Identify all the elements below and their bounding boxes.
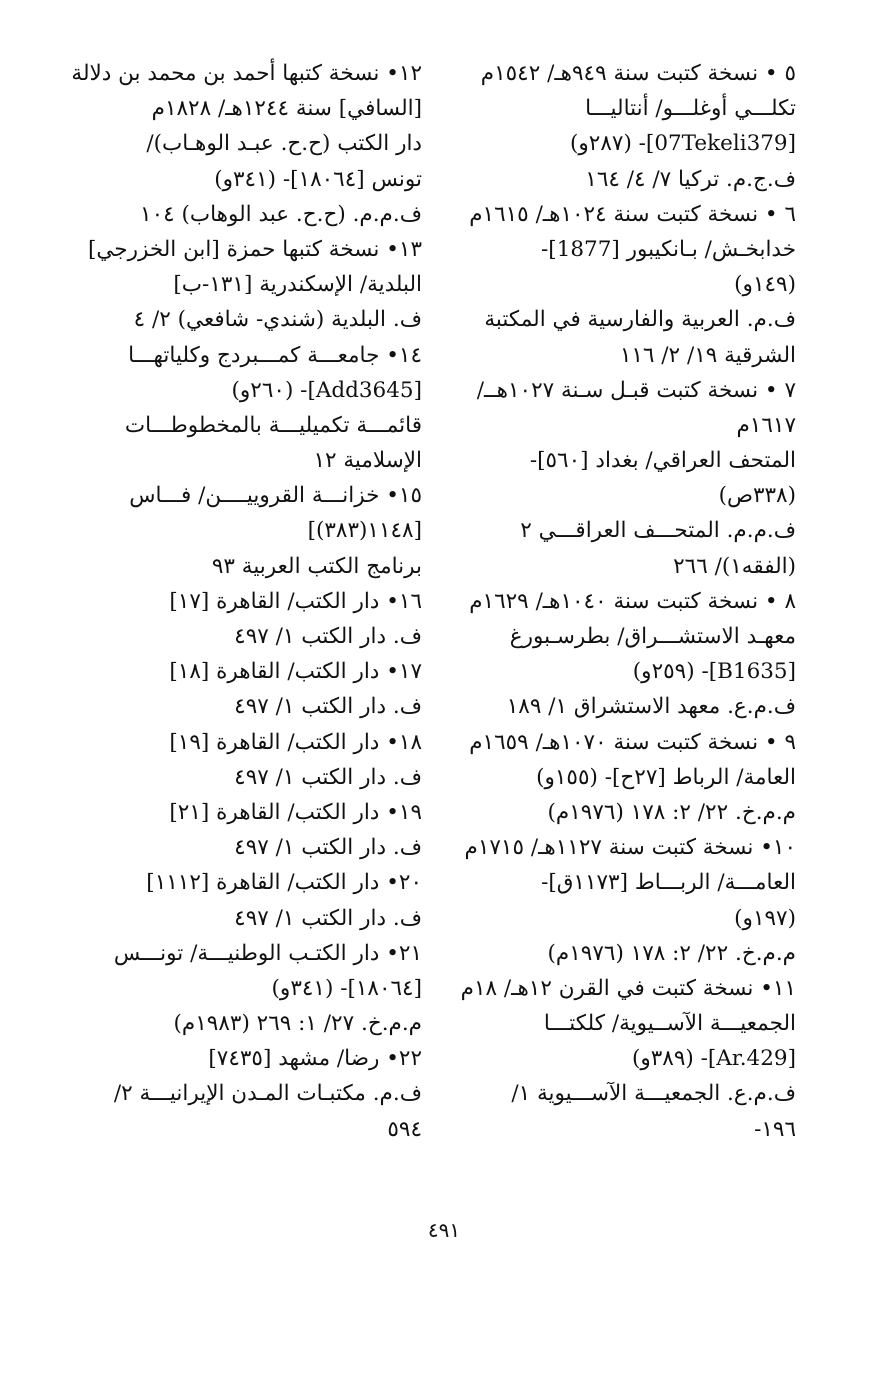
left-column-entry-line: ٢٠• دار الكتب/ القاهرة [١١١٢] — [146, 870, 422, 896]
right-column-continuation-line: معهـد الاستشـــراق/ بطرسـبورغ — [509, 624, 796, 649]
right-column-entry-line: ٥ • نسخة كتبت سنة ٩٤٩هـ/ ١٥٤٢م — [480, 61, 796, 86]
right-column-continuation-line: خدابخـش/ بـانكيبور [1877]- — [541, 236, 796, 262]
left-column-continuation-line: برنامج الكتب العربية ٩٣ — [211, 553, 422, 579]
left-column-entry-line: ١٥• خزانـــة القروييــــن/ فـــاس — [129, 483, 422, 509]
right-column-continuation-line: ١٩٦- — [754, 1116, 796, 1142]
right-column — [460, 56, 796, 1147]
left-column-continuation-line: ٥٩٤ — [387, 1116, 422, 1142]
right-column-continuation-line: ف.م.م. المتحـــف العراقـــي ٢ — [520, 518, 796, 544]
left-column-continuation-line: ف. دار الكتب ١/ ٤٩٧ — [234, 694, 422, 720]
right-column-entry-line: ٨ • نسخة كتبت سنة ١٠٤٠هـ/ ١٦٢٩م — [469, 588, 796, 614]
right-column-entry-line: ١٠• نسخة كتبت سنة ١١٢٧هـ/ ١٧١٥م — [464, 835, 796, 861]
right-column-continuation-line: ف.م.ع. معهد الاستشراق ١/ ١٨٩ — [506, 694, 796, 720]
right-column-continuation-line: (٣٣٨ص) — [718, 483, 796, 509]
left-column-continuation-line: م.م.خ. ٢٧/ ١: ٢٦٩ (١٩٨٣م) — [173, 1011, 422, 1037]
right-column-continuation-line: (١٤٩و) — [734, 272, 796, 298]
right-column-continuation-line: [B1635]- (٢٥٩و) — [632, 659, 796, 685]
page-number: ٤٩١ — [427, 1218, 461, 1242]
left-column-continuation-line: تونس [١٨٠٦٤]- (٣٤١و) — [214, 166, 422, 192]
right-column-continuation-line: ف.م. العربية والفارسية في المكتبة — [484, 307, 796, 333]
left-column-continuation-line: [Add3645]- (٢٦٠و) — [231, 377, 422, 403]
left-column-entry-line: ١٤• جامعـــة كمـــبردج وكلياتهـــا — [128, 342, 422, 368]
left-column-continuation-line: ف. البلدية (شندي- شافعي) ٢/ ٤ — [133, 307, 422, 333]
left-column-continuation-line: [١٨٠٦٤]- (٣٤١و) — [271, 975, 422, 1001]
right-column-continuation-line: الجمعيـــة الآســيوية/ كلكتـــا — [543, 1011, 796, 1037]
left-column-continuation-line: الإسلامية ١٢ — [313, 448, 422, 474]
left-column-continuation-line: ف. دار الكتب ١/ ٤٩٧ — [234, 624, 422, 649]
left-column-entry-line: ١٧• دار الكتب/ القاهرة [١٨] — [169, 659, 422, 685]
right-column-continuation-line: ف.ج.م. تركيا ٧/ ٤/ ١٦٤ — [585, 166, 796, 192]
right-column-entry-line: ٩ • نسخة كتبت سنة ١٠٧٠هـ/ ١٦٥٩م — [469, 729, 796, 755]
left-column-continuation-line: [السافي] سنة ١٢٤٤هـ/ ١٨٢٨م — [151, 96, 422, 122]
left-column-entry-line: ١٦• دار الكتب/ القاهرة [١٧] — [169, 588, 422, 614]
right-column-continuation-line: العامـــة/ الربـــاط [١١٧٣ق]- — [541, 870, 796, 896]
left-column-continuation-line: ف.م. مكتبـات المـدن الإيرانيـــة ٢/ — [113, 1081, 422, 1107]
right-column-continuation-line: (١٩٧و) — [734, 905, 796, 931]
right-column-entry-line: ٧ • نسخة كتبت قبـل سـنة ١٠٢٧هــ/ — [476, 377, 796, 403]
left-column-entry-line: ١٢• نسخة كتبها أحمد بن محمد بن دلالة — [71, 61, 422, 86]
left-column-continuation-line: ف. دار الكتب ١/ ٤٩٧ — [234, 764, 422, 790]
right-column-continuation-line: الشرقية ١٩/ ٢/ ١١٦ — [619, 342, 796, 368]
left-column-continuation-line: البلدية/ الإسكندرية [١٣١-ب] — [173, 272, 422, 298]
left-column-entry-line: ٢٢• رضا/ مشهد [٧٤٣٥] — [208, 1046, 422, 1072]
left-column-continuation-line: [١١٤٨(٣٨٣)] — [307, 518, 422, 544]
left-column-entry-line: ١٣• نسخة كتبها حمزة [ابن الخزرجي] — [87, 236, 422, 262]
right-column-continuation-line: المتحف العراقي/ بغداد [٥٦٠]- — [529, 448, 796, 474]
right-column-continuation-line: تكلـــي أوغلـــو/ أنتاليـــا — [585, 96, 796, 122]
left-column-continuation-line: ف. دار الكتب ١/ ٤٩٧ — [234, 835, 422, 861]
left-column-continuation-line: ف. دار الكتب ١/ ٤٩٧ — [234, 905, 422, 931]
right-column-continuation-line: العامة/ الرباط [٢٧ح]- (١٥٥و) — [536, 764, 796, 790]
right-column-continuation-line: م.م.خ. ٢٢/ ٢: ١٧٨ (١٩٧٦م) — [547, 940, 796, 966]
right-column-continuation-line: ١٦١٧م — [736, 412, 796, 438]
right-column-continuation-line: (الفقه١)/ ٢٦٦ — [673, 553, 796, 579]
right-column-continuation-line: [07Tekeli379]- (٢٨٧و) — [570, 131, 796, 157]
right-column-entry-line: ٦ • نسخة كتبت سنة ١٠٢٤هـ/ ١٦١٥م — [469, 201, 796, 227]
left-column-entry-line: ١٨• دار الكتب/ القاهرة [١٩] — [169, 729, 422, 755]
left-column-continuation-line: قائمـــة تكميليـــة بالمخطوطـــات — [124, 412, 422, 438]
right-column-entry-line: ١١• نسخة كتبت في القرن ١٢هـ/ ١٨م — [460, 975, 796, 1001]
left-column-continuation-line: دار الكتب (ح.ح. عبـد الوهـاب)/ — [146, 131, 422, 157]
left-column-continuation-line: ف.م.م. (ح.ح. عبد الوهاب) ١٠٤ — [140, 201, 422, 227]
right-column-continuation-line: ف.م.ع. الجمعيـــة الآســـيوية ١/ — [511, 1081, 796, 1107]
right-column-continuation-line: [Ar.429]- (٣٨٩و) — [631, 1046, 796, 1072]
left-column-entry-line: ٢١• دار الكتـب الوطنيـــة/ تونـــس — [113, 940, 422, 966]
left-column-entry-line: ١٩• دار الكتب/ القاهرة [٢١] — [169, 799, 422, 825]
right-column-continuation-line: م.م.خ. ٢٢/ ٢: ١٧٨ (١٩٧٦م) — [547, 799, 796, 825]
left-column — [72, 56, 422, 1147]
